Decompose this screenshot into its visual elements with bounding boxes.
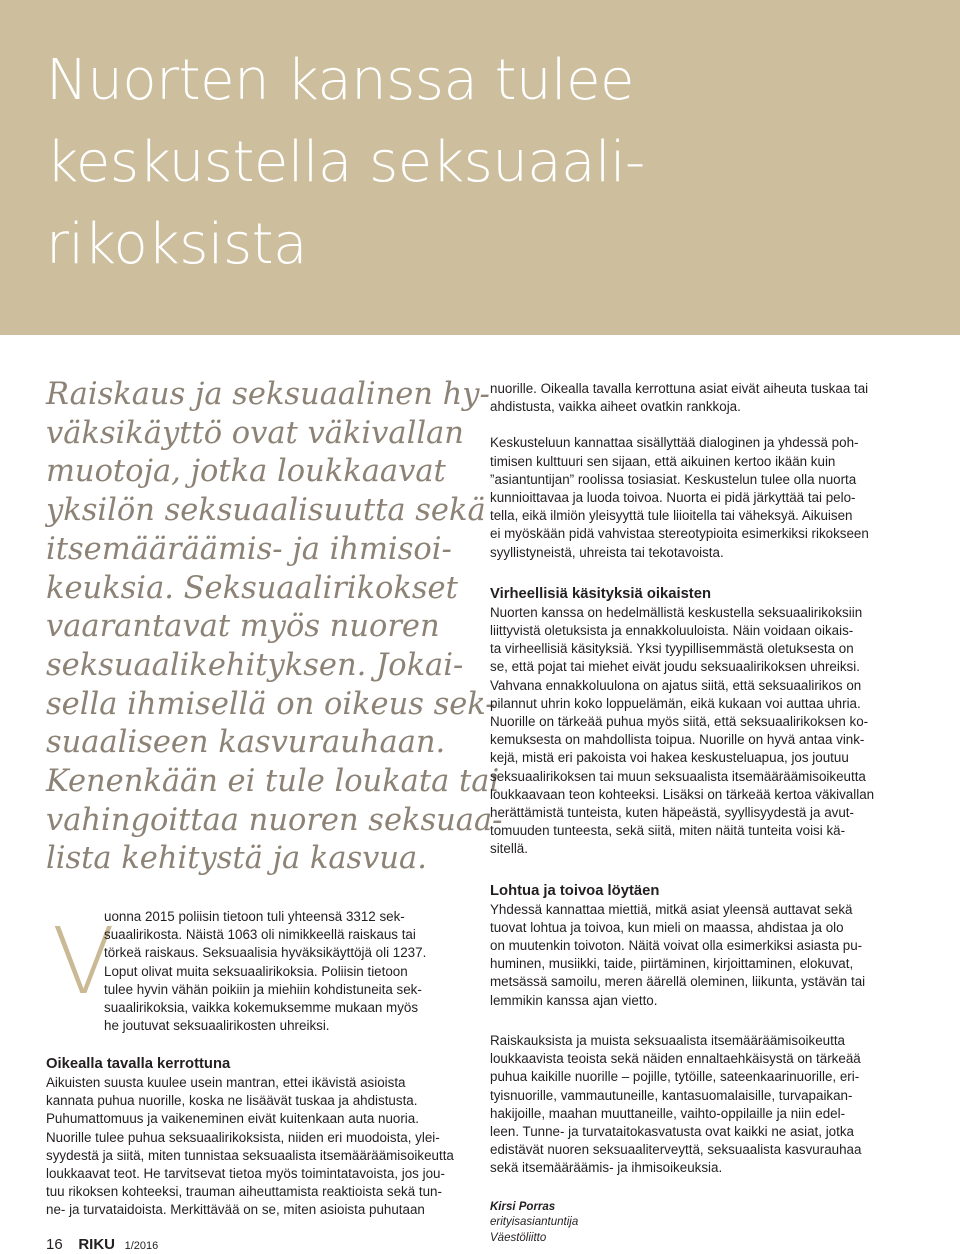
text-line: on muutenkin toivoton. Näitä voivat olla esimerkiksi asiasta pu- — [490, 938, 863, 954]
author-role: erityisasiantuntija — [490, 1216, 579, 1229]
text-line: liittyvistä oletuksista ja ennakkoluuloista. Näin voidaan oikais- — [490, 623, 854, 639]
text-line: tulee hyvin vähän poikiin ja miehiin kohdistuneita sek- — [104, 981, 422, 997]
text-line: Yhdessä kannattaa miettiä, mitkä asiat yleensä auttavat sekä — [490, 901, 853, 917]
text-line: edistävät nuoren seksuaaliterveyttä, seksuaalista kasvurauhaa — [490, 1142, 862, 1158]
section-oikealla-tavalla — [46, 1054, 470, 1220]
text-line: Raiskauksista ja muista seksuaalista itsemääräämisoikeutta — [490, 1032, 846, 1048]
author-name: Kirsi Porras — [490, 1200, 556, 1213]
text-line: leen. Tunne- ja turvataitokasvatusta ovat kaikki ne asiat, jotka — [490, 1123, 854, 1139]
text-line: se, että pojat tai miehet eivät joudu seksuaalirikoksen uhreiksi. — [490, 659, 860, 675]
text-line: uonna 2015 poliisin tietoon tuli yhteensä 3312 sek- — [104, 909, 405, 924]
paragraph — [490, 380, 920, 416]
text-line: suaalirikosta. Näistä 1063 oli nimikkeellä raiskaus tai — [104, 927, 416, 943]
text-line: loukkaavaan teon kohteeksi. Lisäksi on tärkeää kertoa väkivallan — [490, 786, 875, 802]
text-line: Nuorille on tärkeää puhua myös siitä, että seksuaalirikoksen ko- — [490, 714, 869, 730]
lead-line: seksuaalikehityksen. Jokai- — [46, 647, 464, 683]
text-line: syyllistyneistä, uhreista tai tekotavoista. — [490, 544, 724, 560]
text-line: lemmikin kanssa ajan vietto. — [490, 992, 658, 1008]
text-line: loukkaavista teoista sekä näiden ennaltaehkäisystä on tärkeää — [490, 1051, 861, 1067]
drop-cap: V — [52, 908, 115, 1015]
text-line: tyisnuorille, vammautuneille, kantasuomalaisille, turvapaikan- — [490, 1087, 853, 1103]
paragraph — [490, 434, 920, 561]
text-line: Aikuisten suusta kuulee usein mantran, ettei ikävistä asioista — [46, 1075, 406, 1090]
magazine-name: RIKU — [78, 1236, 115, 1253]
text-line: ne- ja turvataidoista. Merkittävää on se, miten asioista puhutaan — [46, 1202, 425, 1218]
text-line: Puhumattomuus ja vaikeneminen eivät kuitenkaan auta nuoria. — [46, 1111, 419, 1127]
text-line: tuovat lohtua ja toivoa, kun mieli on maassa, ahdistaa ja olo — [490, 919, 844, 935]
text-line: tuu rikoksen kohteeksi, trauman aiheuttamista reaktioista sekä tun- — [46, 1184, 442, 1200]
text-line: ta virheellisiä käsityksiä. Yksi tyypillisemmästä oletuksesta on — [490, 641, 854, 657]
text-line: seksuaalirikoksen tai muun seksuaalista itsemääräämisoikeutta — [490, 768, 866, 784]
text-line: kannata puhua nuorille, koska ne lisäävät tuskaa ja ahdistusta. — [46, 1093, 418, 1109]
text-line: suaalirikoksia, vaikka kokemuksemme mukaan myös — [104, 1000, 419, 1016]
text-line: sekä itsemääräämis- ja ihmisoikeuksia. — [490, 1160, 723, 1176]
text-line: pilannut uhrin koko loppuelämän, eikä kukaan voi auttaa uhria. — [490, 695, 861, 711]
lead-line: suaaliseen kasvurauhaan. — [46, 725, 446, 761]
text-line: metsässä samoilu, meren äärellä oleminen, liikunta, ystävän tai — [490, 974, 866, 990]
text-line: tomuuden tunteesta, sekä siitä, miten näitä tunteita voisi kä- — [490, 823, 846, 839]
author-organization: Väestöliitto — [490, 1231, 547, 1244]
text-line: Nuorten kanssa on hedelmällistä keskustella seksuaalirikoksiin — [490, 604, 863, 620]
text-line: loukkaavat teot. He tarvitsevat tietoa myös toimintatavoista, jos jou- — [46, 1166, 445, 1182]
lead-line: itsemääräämis- ja ihmisoi- — [46, 531, 452, 567]
lead-line: muotoja, jotka loukkaavat — [46, 454, 446, 490]
text-line: huminen, musiikki, taide, piirtäminen, kirjoittaminen, elokuvat, — [490, 956, 854, 972]
section-heading: Oikealla tavalla kerrottuna — [46, 1056, 231, 1072]
title-line: rikoksista — [46, 212, 307, 277]
lead-line: vaarantavat myös nuoren — [46, 609, 440, 645]
text-line: puhua kaikille nuorille – pojille, tytöille, sateenkaarinuorille, eri- — [490, 1069, 860, 1085]
right-column — [490, 380, 920, 1246]
text-line: hakijoille, maahan muuttaneille, vaihto-oppilaille ja niin edel- — [490, 1105, 846, 1121]
text-line: he joutuvat seksuaalirikosten uhreiksi. — [104, 1018, 330, 1034]
title-banner — [0, 0, 960, 335]
text-line: Loput olivat muita seksuaalirikoksia. Poliisin tietoon — [104, 963, 408, 979]
text-line: kunnioittavaa ja luoda toivoa. Nuorta ei pidä järkyttää tai pelo- — [490, 490, 856, 506]
text-line: nuorille. Oikealla tavalla kerrottuna asiat eivät aiheuta tuskaa tai — [490, 381, 869, 396]
text-line: kemuksesta on mahdollista toipua. Nuorille on hyvä antaa vink- — [490, 732, 865, 748]
text-line: kejä, mistä eri pakoista voi hakea keskusteluapua, jos joutuu — [490, 750, 849, 766]
text-line: tella, eikä ilmiön yleisyyttä tule liioitella tai väheksyä. Aikuisen — [490, 508, 853, 524]
text-line: syydestä ja siitä, miten tunnistaa seksuaalista itsemääräämisoikeutta — [46, 1147, 454, 1163]
article-title — [46, 40, 906, 286]
lead-line: yksilön seksuaalisuutta sekä — [46, 493, 486, 529]
lead-line: sella ihmisellä on oikeus sek- — [46, 686, 496, 722]
paragraph — [490, 604, 920, 859]
issue-number: 1/2016 — [124, 1240, 159, 1252]
page-number: 16 — [46, 1236, 63, 1253]
text-line: Keskusteluun kannattaa sisällyttää dialoginen ja yhdessä poh- — [490, 435, 859, 451]
lead-line: Kenenkään ei tule loukata tai — [46, 764, 500, 800]
lead-line: Raiskaus ja seksuaalinen hy- — [46, 377, 490, 412]
section-heading: Lohtua ja toivoa löytäen — [490, 882, 660, 899]
text-line: sitellä. — [490, 841, 528, 857]
lead-line: vahingoittaa nuoren seksuaa- — [46, 802, 503, 838]
text-line: timisen kulttuuri sen sijaan, että aikuinen kertoo ikään kuin — [490, 453, 836, 469]
author-signature — [490, 1200, 920, 1247]
text-line: Vahvana ennakkoluulona on ajatus siitä, että seksuaalirikos on — [490, 677, 862, 693]
text-line: Nuorille tulee puhua seksuaalirikoksista, niiden eri muodoista, ylei- — [46, 1129, 440, 1145]
lead-paragraph — [46, 376, 503, 879]
lead-line: keuksia. Seksuaalirikokset — [46, 570, 458, 606]
section-heading: Virheellisiä käsityksiä oikaisten — [490, 585, 711, 602]
text-line: ei myöskään pidä vahvistaa stereotypioita esimerkiksi rikokseen — [490, 526, 869, 542]
text-line: ahdistusta, vaikka aiheet ovatkin rankkoja. — [490, 399, 741, 415]
lead-line: väksikäyttö ovat väkivallan — [46, 415, 464, 451]
title-line: Nuorten kanssa tulee — [46, 48, 635, 113]
paragraph — [490, 901, 920, 1010]
text-line: herättämistä tunteista, kuten häpeästä, syyllisyydestä ja avut- — [490, 805, 854, 821]
page-footer — [46, 1236, 158, 1253]
paragraph — [490, 1032, 920, 1178]
lead-line: lista kehitystä ja kasvua. — [46, 841, 427, 877]
title-line: keskustella seksuaali- — [46, 130, 645, 195]
text-line: törkeä raiskaus. Seksuaalisia hyväksikäyttöjä oli 1237. — [104, 945, 427, 961]
text-line: ”asiantuntijan” roolissa tosiasiat. Keskustelun tulee olla nuorta — [490, 471, 857, 487]
intro-paragraph — [104, 908, 470, 1035]
